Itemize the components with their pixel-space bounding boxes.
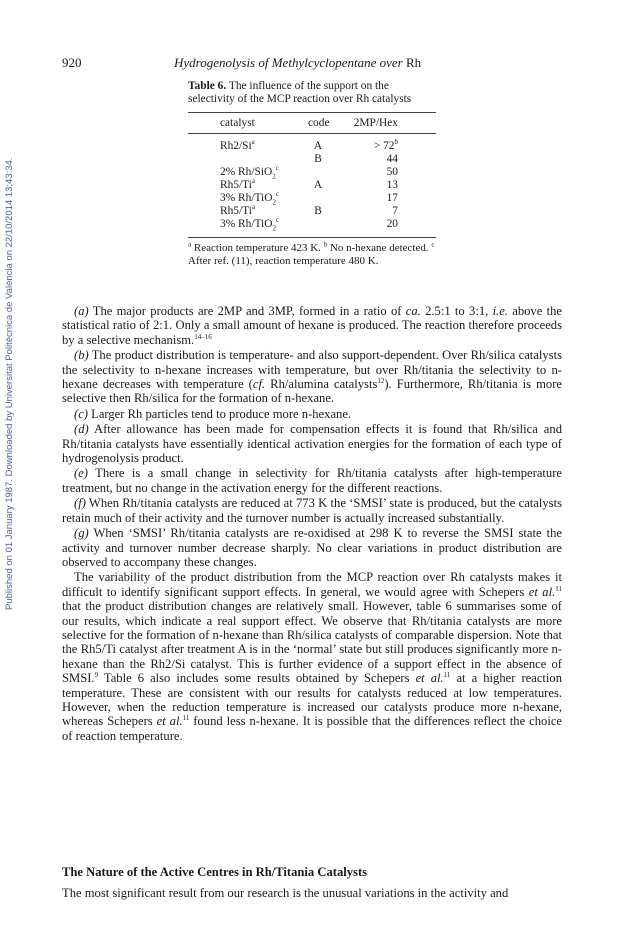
reference-marker: 14–16 <box>194 332 212 341</box>
paragraph-b: (b) The product distribution is temperature- and also support-dependent. Over Rh/silica catalysts the selectivity to n-hexane increases with temperature, but over Rh/titania the selectivity to n-hexane decreases with temperature (cf. Rh/alumina catalysts$^{12}$). Furthermore, Rh/titania is more selective then Rh/silica for the formation of n-hexane. <box>62 348 562 406</box>
catalyst-cell: Rh5/Ti$^a$ <box>220 177 255 191</box>
ratio-cell: 50 <box>386 166 398 178</box>
ratio-cell: > $72^b$ <box>373 138 398 152</box>
table-header-row <box>188 113 436 133</box>
paragraph-c: (c) Larger Rh particles tend to produce more n-hexane. <box>74 406 352 421</box>
running-head-title: Hydrogenolysis of Methylcyclopentane over <box>174 55 403 70</box>
download-notice <box>4 110 18 610</box>
ratio-cell: 7 <box>392 205 398 217</box>
table-caption-label: Table 6. <box>188 80 227 92</box>
catalyst-cell: 3% Rh/TiO$_2^c$ <box>220 216 280 233</box>
table-caption-text: The influence of the support on the selectivity of the MCP reaction over Rh catalysts <box>188 80 412 105</box>
code-cell: A <box>313 179 323 191</box>
code-cell: A <box>313 140 323 152</box>
column-header-ratio: 2MP/Hex <box>353 117 398 129</box>
page-header <box>62 55 562 71</box>
table-row <box>188 153 436 166</box>
paragraph-d: (d) After allowance has been made for compensation effects it is found that Rh/silica and Rh/titania catalysts have essentially identical activation energies for the formation of each type of hydrogenolysis product. <box>62 422 562 466</box>
body-text <box>62 304 562 743</box>
table-footnotes <box>188 238 436 268</box>
table-row <box>188 166 436 179</box>
paragraph-f: (f) When Rh/titania catalysts are reduced at 773 K the ‘SMSI’ state is produced, but the catalysts retain much of their activity and the turnover number is actually increased substantially. <box>62 496 562 525</box>
reference-marker: 11 <box>555 584 562 593</box>
catalyst-cell: 2% Rh/SiO$_2^c$ <box>220 164 279 181</box>
footnote-mark-c: c <box>431 240 435 249</box>
table-row <box>188 205 436 218</box>
reference-marker: 12 <box>377 376 385 385</box>
footnote-mark-a: a <box>188 240 192 249</box>
footnote-mark-b: b <box>323 240 328 249</box>
catalyst-cell: 3% Rh/TiO$_2^c$ <box>220 190 280 207</box>
footnote-a: Reaction temperature 423 K. <box>193 242 321 254</box>
column-header-catalyst: catalyst <box>220 117 255 129</box>
ratio-cell: 20 <box>386 218 398 230</box>
footnote-c: After ref. (11), reaction temperature 480 K. <box>188 255 379 267</box>
table-row <box>188 179 436 192</box>
table-row <box>188 192 436 205</box>
page-number: 920 <box>62 55 82 70</box>
paragraph-e: (e) There is a small change in selectivity for Rh/titania catalysts after high-temperature treatment, but no change in the activation energy for the different reactions. <box>62 466 562 495</box>
table-caption <box>188 80 436 106</box>
ratio-cell: 13 <box>386 179 398 191</box>
reference-marker: 11 <box>443 670 451 679</box>
reference-marker: 9 <box>94 670 99 679</box>
running-head <box>174 55 421 71</box>
paragraph-a: (a) The major products are 2MP and 3MP, formed in a ratio of ca. 2.5:1 to 3:1, i.e. above the statistical ratio of 2:1. Only a small amount of hexane is produced. The reaction therefore proceeds by a selective mechanism.$^{14-16}$ <box>62 304 562 347</box>
table-6 <box>188 80 436 268</box>
download-notice-text: Published on 01 January 1987. Downloaded by Universitat Politècnica de València on 22/10/2014 13:43:34. <box>4 157 15 610</box>
paragraph-variability: The variability of the product distribution from the MCP reaction over Rh catalysts makes it difficult to identify significant support effects. In general, we would agree with Schepers et al.$^{11}$ that the product distribution changes are relatively small. However, table 6 summarises some of our results, which indicate a real support effect. We observe that Rh/titania catalysts are more selective for the formation of n-hexane than Rh/silica catalysts of comparable dispersion. Note that the Rh5/Ti catalyst after treatment A is in the ‘normal’ state but still produces significantly more n-hexane than the Rh2/Si catalyst. This is further evidence of a support effect in the absence of SMSI.$^9$ Table 6 also includes some results obtained by Schepers et al.$^{11}$ at a higher reaction temperature. These are consistent with our results for catalysts reduced at low temperatures. However, when the reduction temperature is increased our catalysts produce more n-hexane, whereas Schepers et al.$^{11}$ found less n-hexane. It is possible that the differences reflect the choice of reaction temperature. <box>62 570 563 743</box>
table-row <box>188 218 436 231</box>
table-body <box>188 134 436 237</box>
table-row <box>188 140 436 153</box>
code-cell: B <box>314 205 322 217</box>
code-cell: B <box>314 153 322 165</box>
ratio-cell: 17 <box>386 192 398 204</box>
catalyst-cell: Rh5/Ti$^a$ <box>220 203 255 217</box>
running-head-element: Rh <box>406 55 422 70</box>
footnote-b: No n-hexane detected. <box>329 242 429 254</box>
last-paragraph: The most significant result from our research is the unusual variations in the activity and <box>62 886 509 900</box>
section-heading: The Nature of the Active Centres in Rh/Titania Catalysts <box>62 865 368 879</box>
ratio-cell: 44 <box>386 153 398 165</box>
reference-marker: 11 <box>182 714 190 723</box>
paragraph-g: (g) When ‘SMSI’ Rh/titania catalysts are re-oxidised at 298 K to reverse the SMSI state the activity and turnover number decrease sharply. No clear variations in product distribution are observed to accompany these changes. <box>62 526 562 569</box>
column-header-code: code <box>308 117 330 129</box>
catalyst-cell: Rh2/Si$^a$ <box>220 138 255 152</box>
